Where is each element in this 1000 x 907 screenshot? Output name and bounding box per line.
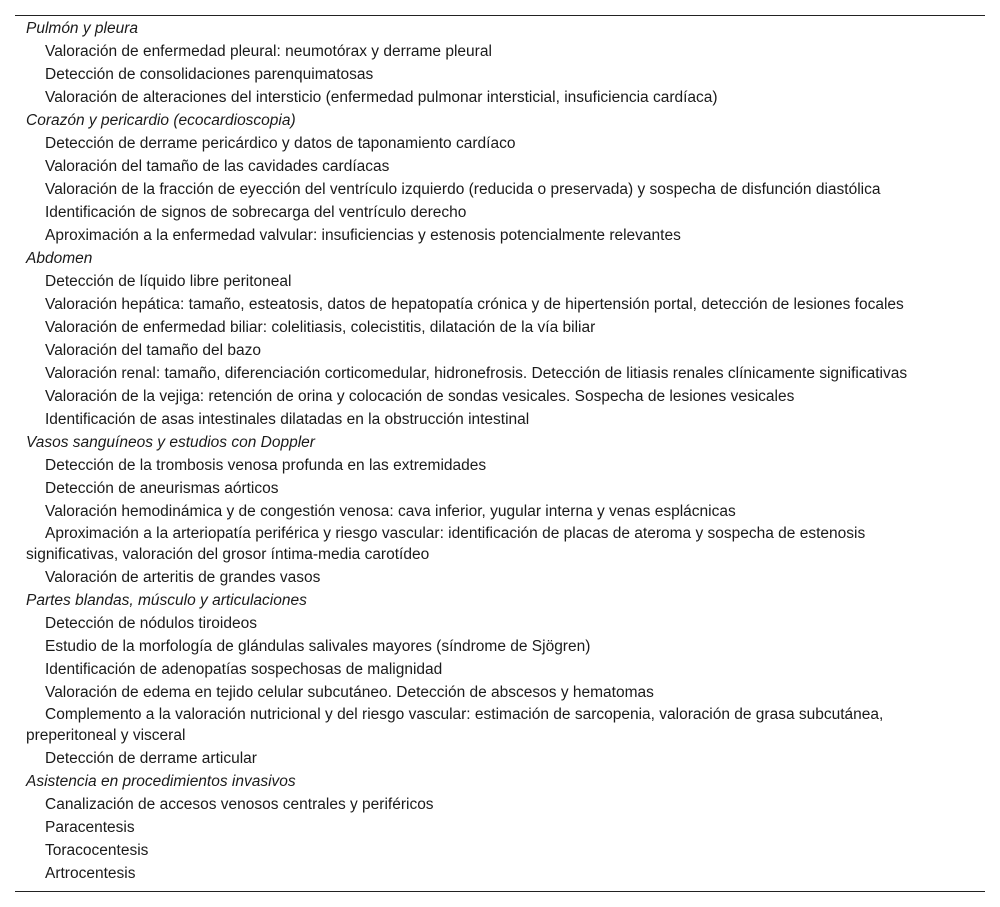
section-invasive-procedures bbox=[15, 770, 985, 885]
section-heart-pericardium bbox=[15, 109, 985, 247]
list-item: Valoración de la fracción de eyección del ventrículo izquierdo (reducida o preservada) y sospecha de disfunción diastólica bbox=[45, 181, 881, 198]
list-item: Identificación de asas intestinales dilatadas en la obstrucción intestinal bbox=[45, 411, 530, 428]
list-item: Aproximación a la arteriopatía periférica y riesgo vascular: identificación de placas de ateroma y sospecha de estenosis significativas, valoración del grosor íntima-media carotídeo bbox=[26, 525, 866, 563]
list-item: Valoración de la vejiga: retención de orina y colocación de sondas vesicales. Sospecha de lesiones vesicales bbox=[45, 388, 795, 405]
list-item: Paracentesis bbox=[45, 819, 135, 836]
list-item: Valoración renal: tamaño, diferenciación corticomedular, hidronefrosis. Detección de litiasis renales clínicamente significativas bbox=[45, 365, 908, 382]
section-title: Vasos sanguíneos y estudios con Doppler bbox=[26, 434, 315, 451]
list-item: Detección de derrame pericárdico y datos de taponamiento cardíaco bbox=[45, 135, 516, 152]
list-item: Artrocentesis bbox=[45, 865, 136, 882]
section-lung-pleura bbox=[15, 17, 985, 109]
section-soft-tissue-muscle-joints bbox=[15, 589, 985, 770]
section-title: Corazón y pericardio (ecocardioscopia) bbox=[26, 112, 296, 129]
list-item: Valoración del tamaño de las cavidades cardíacas bbox=[45, 158, 390, 175]
list-item: Valoración de arteritis de grandes vasos bbox=[45, 569, 321, 586]
section-title: Asistencia en procedimientos invasivos bbox=[26, 773, 296, 790]
list-item: Valoración hepática: tamaño, esteatosis, datos de hepatopatía crónica y de hipertensión portal, detección de lesiones focales bbox=[45, 296, 904, 313]
list-item: Detección de nódulos tiroideos bbox=[45, 615, 257, 632]
list-item: Estudio de la morfología de glándulas salivales mayores (síndrome de Sjögren) bbox=[45, 638, 591, 655]
list-item: Detección de líquido libre peritoneal bbox=[45, 273, 292, 290]
section-title: Pulmón y pleura bbox=[26, 20, 139, 37]
list-item: Detección de consolidaciones parenquimatosas bbox=[45, 66, 374, 83]
list-item: Complemento a la valoración nutricional y del riesgo vascular: estimación de sarcopenia, valoración de grasa subcutánea, preperitoneal y visceral bbox=[26, 706, 884, 744]
list-item: Valoración de edema en tejido celular subcutáneo. Detección de abscesos y hematomas bbox=[45, 684, 654, 701]
list-item: Identificación de signos de sobrecarga del ventrículo derecho bbox=[45, 204, 467, 221]
section-title: Abdomen bbox=[26, 250, 93, 267]
list-item: Valoración de enfermedad biliar: colelitiasis, colecistitis, dilatación de la vía biliar bbox=[45, 319, 596, 336]
list-item: Valoración del tamaño del bazo bbox=[45, 342, 261, 359]
list-item: Valoración de enfermedad pleural: neumotórax y derrame pleural bbox=[45, 43, 492, 60]
indications-table bbox=[15, 15, 985, 892]
list-item: Valoración de alteraciones del intersticio (enfermedad pulmonar intersticial, insuficiencia cardíaca) bbox=[45, 89, 718, 106]
section-blood-vessels-doppler bbox=[15, 431, 985, 589]
list-item: Detección de la trombosis venosa profunda en las extremidades bbox=[45, 457, 487, 474]
list-item: Canalización de accesos venosos centrales y periféricos bbox=[45, 796, 434, 813]
list-item: Aproximación a la enfermedad valvular: insuficiencias y estenosis potencialmente relevantes bbox=[45, 227, 681, 244]
list-item: Detección de derrame articular bbox=[45, 750, 257, 767]
list-item: Toracocentesis bbox=[45, 842, 149, 859]
list-item: Detección de aneurismas aórticos bbox=[45, 480, 279, 497]
list-item: Valoración hemodinámica y de congestión venosa: cava inferior, yugular interna y venas esplácnicas bbox=[45, 503, 736, 520]
list-item: Identificación de adenopatías sospechosas de malignidad bbox=[45, 661, 443, 678]
section-title: Partes blandas, músculo y articulaciones bbox=[26, 592, 307, 609]
section-abdomen bbox=[15, 247, 985, 431]
